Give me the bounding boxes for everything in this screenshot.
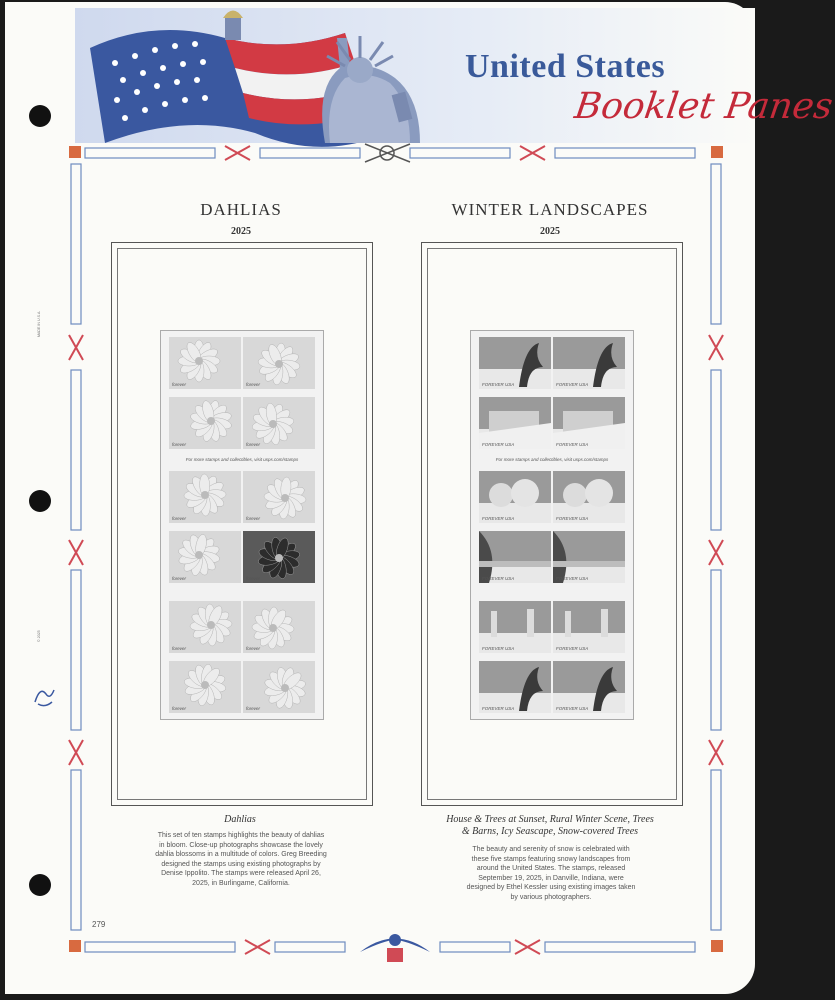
stamp-denomination: FOREVER USA (556, 646, 589, 651)
page-number: 279 (92, 920, 106, 929)
pane-note-dahlias: For more stamps and collectibles, visit usps.com/stamps (185, 457, 299, 462)
winter-landscape-stamp (479, 397, 551, 449)
album-page (5, 2, 835, 994)
caption-winter-landscapes: House & Trees at Sunset, Rural Winter Scene, Trees & Barns, Icy Seascape, Snow-covered Trees (446, 814, 654, 837)
stamp-denomination: forever (172, 576, 187, 581)
stamp-denomination: forever (246, 706, 261, 711)
dahlia-stamp (169, 397, 241, 449)
winter-landscape-stamp (479, 471, 551, 523)
stamp-denomination: FOREVER USA (482, 646, 515, 651)
section-year-winter-landscapes: 2025 (540, 226, 560, 237)
stamp-denomination: FOREVER USA (482, 576, 515, 581)
dahlia-stamp (169, 531, 241, 583)
caption-dahlias: Dahlias (224, 814, 256, 825)
header-banner (75, 8, 835, 148)
dahlia-stamp (243, 471, 315, 523)
section-title-dahlias: DAHLIAS (200, 200, 282, 219)
dahlia-stamp (243, 601, 315, 653)
binder-hole-top (29, 105, 51, 127)
stamp-denomination: FOREVER USA (482, 516, 515, 521)
binder-hole-bottom (29, 874, 51, 896)
stamp-denomination: forever (172, 442, 187, 447)
dahlia-stamp (169, 601, 241, 653)
stamp-denomination: FOREVER USA (556, 576, 589, 581)
winter-landscape-stamp (553, 337, 625, 389)
dahlia-stamp (243, 337, 315, 389)
stamp-denomination: FOREVER USA (556, 516, 589, 521)
stamp-denomination: forever (246, 382, 261, 387)
eagle-emblem (360, 934, 430, 962)
stamp-denomination: forever (172, 516, 187, 521)
stamp-denomination: FOREVER USA (556, 382, 589, 387)
album-subtitle: Booklet Panes (572, 86, 835, 127)
dahlia-stamp (169, 337, 241, 389)
stamp-denomination: FOREVER USA (556, 706, 589, 711)
winter-landscape-stamp (479, 337, 551, 389)
album-title: United States (465, 48, 666, 85)
winter-landscape-stamp (479, 531, 551, 583)
winter-landscape-stamp (553, 661, 625, 713)
booklet-pane-dahlias (160, 330, 324, 720)
booklet-pane-winter-landscapes (470, 330, 634, 720)
winter-landscape-stamp (553, 471, 625, 523)
stamp-denomination: forever (172, 382, 187, 387)
made-in-usa-text: MADE IN U.S.A. (37, 310, 41, 337)
winter-landscape-stamp (553, 531, 625, 583)
section-title-winter-landscapes: WINTER LANDSCAPES (451, 200, 649, 219)
stamp-denomination: forever (246, 576, 261, 581)
winter-landscape-stamp (479, 661, 551, 713)
dahlia-stamp (169, 661, 241, 713)
stamp-denomination: forever (246, 646, 261, 651)
publisher-logo (32, 682, 58, 710)
dahlia-stamp (169, 471, 241, 523)
winter-landscape-stamp (553, 397, 625, 449)
dahlia-stamp (243, 661, 315, 713)
copyright-text: © 2025 (37, 630, 41, 642)
winter-landscape-stamp (479, 601, 551, 653)
stamp-denomination: FOREVER USA (482, 442, 515, 447)
stamp-denomination: FOREVER USA (482, 382, 515, 387)
description-winter-landscapes: The beauty and serenity of snow is celebrated with these five stamps featuring snowy landscapes from around the United States. The stamps, released September 19, 2025, in Danville, Indiana, were designed by Ethel Kessler using existing images taken by various photographers. (466, 846, 636, 901)
stamp-denomination: forever (246, 516, 261, 521)
stamp-denomination: forever (172, 706, 187, 711)
dahlia-stamp (243, 397, 315, 449)
dahlia-stamp (243, 531, 315, 583)
stamp-denomination: forever (172, 646, 187, 651)
section-year-dahlias: 2025 (231, 226, 251, 237)
description-dahlias: This set of ten stamps highlights the beauty of dahlias in bloom. Close-up photographs showcase the lovely dahlia blossoms in a multitude of colors. Greg Breeding designed the stamps using existing photographs by Denise Ippolito. The stamps were released April 26, 2025, in Burlingame, California. (155, 832, 327, 887)
winter-landscape-stamp (553, 601, 625, 653)
stamp-denomination: FOREVER USA (482, 706, 515, 711)
stamp-denomination: FOREVER USA (556, 442, 589, 447)
binder-hole-middle (29, 490, 51, 512)
stamp-denomination: forever (246, 442, 261, 447)
pane-note-winter-landscapes: For more stamps and collectibles, visit usps.com/stamps (495, 457, 609, 462)
